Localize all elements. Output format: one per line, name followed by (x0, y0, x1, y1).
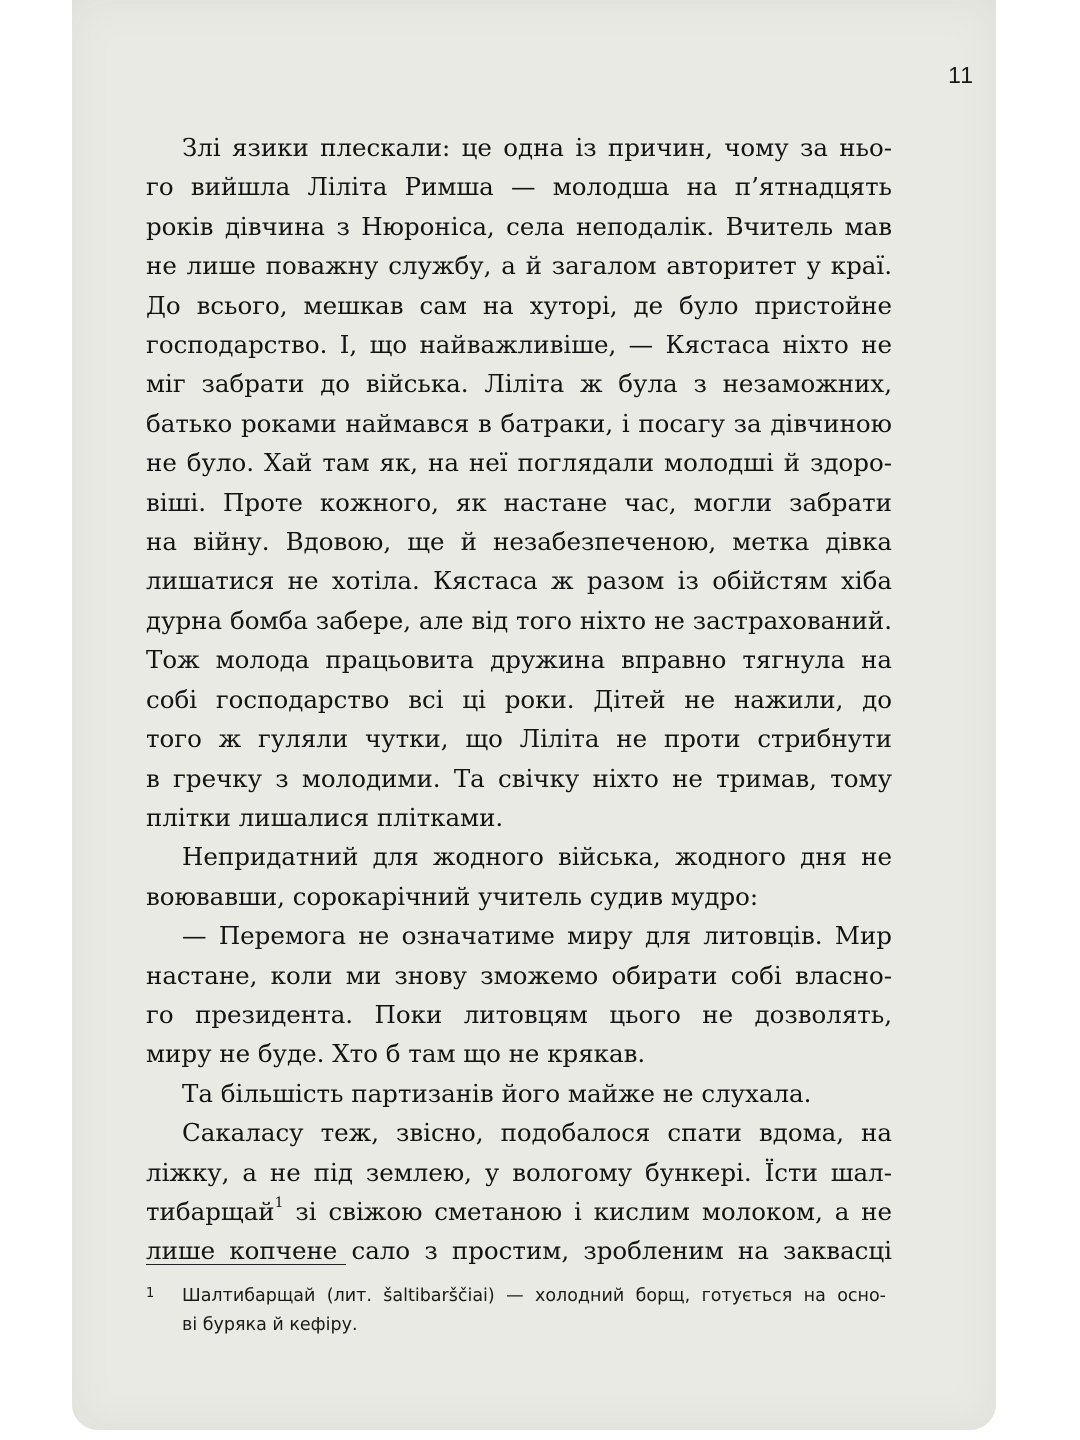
footnote-line: ві буряка й кефіру. (182, 1315, 358, 1335)
text-line: Сакаласу теж, звісно, подобалося спати вдома, на (182, 1118, 892, 1148)
text-line: років дівчина з Нюроніса, села неподалік. Вчитель мав (146, 211, 892, 241)
text-line: го вийшла Ліліта Римша — молодша на п’ятнадцять (146, 172, 892, 202)
footnote-reference[interactable]: 1 (274, 1194, 284, 1211)
footnote-divider (146, 1264, 346, 1265)
text-line: батько роками наймався в батраки, і посагу за дівчиною (146, 408, 892, 438)
book-page (72, 0, 996, 1430)
text-fragment: зі свіжою сметаною і кислим молоком, а не (283, 1196, 892, 1226)
text-line: Непридатний для жодного війська, жодного дня не (182, 842, 892, 872)
text-line: віші. Проте кожного, як настане час, могли забрати (146, 487, 892, 517)
text-line: господарство. І, що найважливіше, — Кястаса ніхто не (146, 330, 892, 360)
text-line: лишатися не хотіла. Кястаса ж разом із обійстям хіба (146, 566, 892, 596)
text-line: лише копчене сало з простим, зробленим на заквасці (146, 1236, 892, 1266)
paragraph-1 (146, 128, 892, 837)
text-line: плітки лишалися плітками. (146, 802, 504, 832)
paragraph-5 (146, 1113, 892, 1271)
text-line-with-footnote (146, 1192, 892, 1231)
page-number: 11 (948, 62, 974, 88)
text-line: ліжку, а не під землею, у вологому бункері. Їсти шал- (146, 1157, 892, 1187)
text-line: — Перемога не означатиме миру для литовців. Мир (182, 921, 892, 951)
text-line: Тож молода працьовита дружина вправно тягнула на (146, 645, 892, 675)
text-line: собі господарство всі ці роки. Дітей не нажили, до (146, 684, 892, 714)
paragraph-3-dialogue (146, 916, 892, 1074)
text-line: воювавши, сорокарічний учитель судив мудро: (146, 881, 759, 911)
text-line: не лише поважну службу, а й загалом авторитет у краї. (146, 251, 892, 281)
text-line: міг забрати до війська. Ліліта ж була з незаможних, (146, 369, 892, 399)
footnote-line: Шалтибарщай (лит. šaltibarščiai) — холодний борщ, готується на осно- (182, 1286, 886, 1306)
body-text (146, 128, 892, 1271)
text-line: того ж гуляли чутки, що Ліліта не проти стрибнути (146, 724, 892, 754)
text-line: дурна бомба забере, але від того ніхто не застрахований. (146, 605, 892, 635)
text-line: на війну. Вдовою, ще й незабезпеченою, метка дівка (146, 527, 892, 557)
text-line: в гречку з молодими. Та свічку ніхто не тримав, тому (146, 763, 892, 793)
text-line: миру не буде. Хто б там що не крякав. (146, 1039, 646, 1069)
text-line: не було. Хай там як, на неї поглядали молодші й здоро- (146, 448, 892, 478)
text-line: До всього, мешкав сам на хуторі, де було пристойне (146, 290, 892, 320)
footnote-text (182, 1282, 886, 1340)
text-line: Злі язики плескали: це одна із причин, чому за ньо- (182, 133, 892, 162)
text-line: го президента. Поки литовцям цього не дозволять, (146, 999, 892, 1029)
text-line: настане, коли ми знову зможемо обирати собі власно- (146, 960, 892, 990)
text-fragment: тибарщай (146, 1196, 275, 1226)
footnote-mark: 1 (146, 1286, 155, 1301)
paragraph-4 (146, 1074, 892, 1113)
paragraph-2 (146, 837, 892, 916)
text-line: Та більшість партизанів його майже не слухала. (182, 1078, 812, 1108)
footnote (146, 1282, 886, 1340)
